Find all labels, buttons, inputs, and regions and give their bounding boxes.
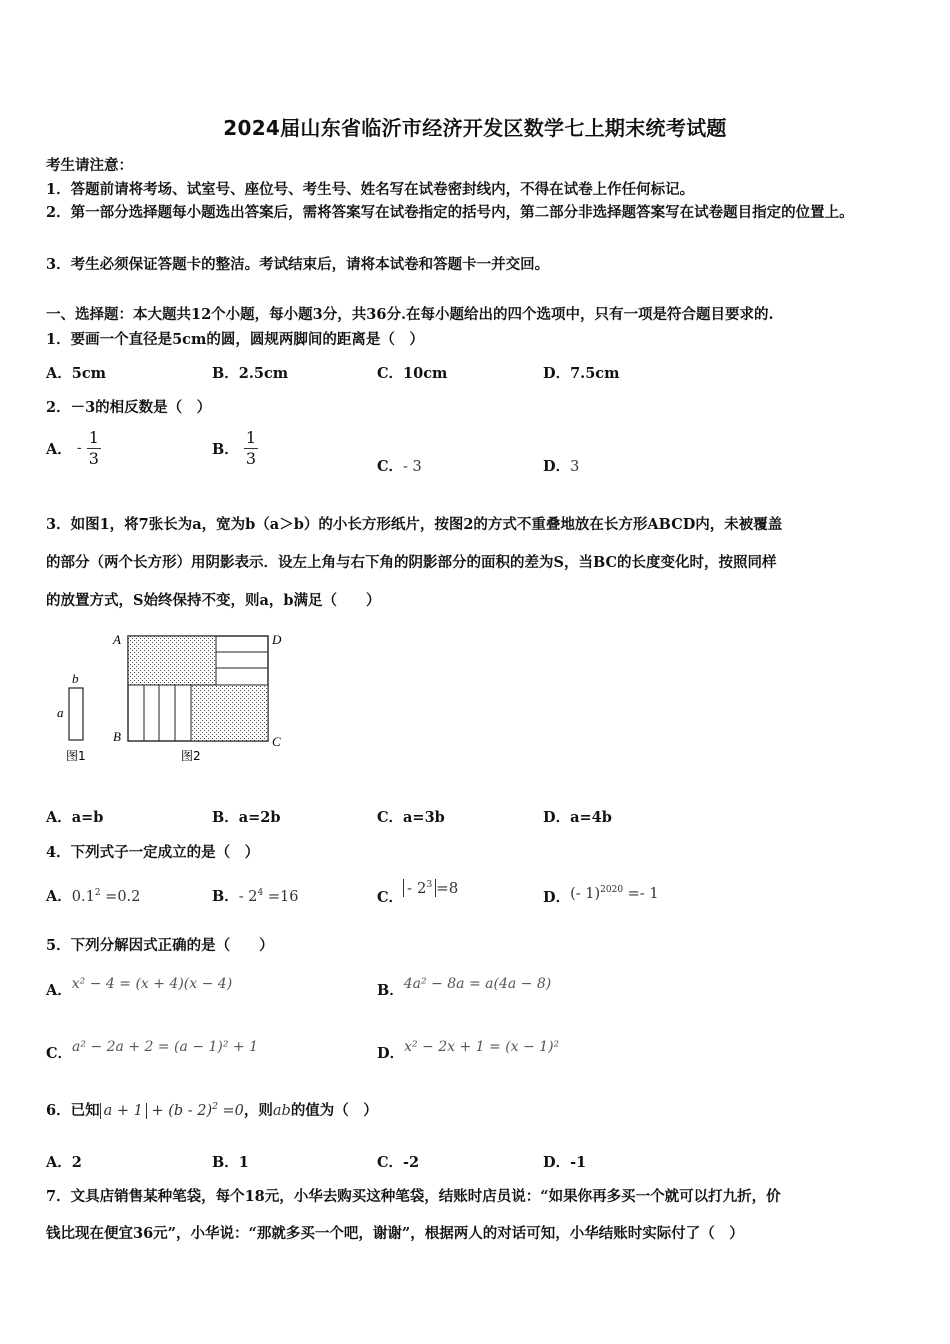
notice-item-1: 1．答题前请将考场、试室号、座位号、考生号、姓名写在试卷密封线内，不得在试卷上作任何标记。 — [46, 181, 695, 198]
notice-heading: 考生请注意： — [46, 157, 133, 174]
q6-option-b: B．1 — [212, 1154, 249, 1171]
q3-stem-line1: 3．如图1，将7张长为a，宽为b（a＞b）的小长方形纸片，按图2的方式不重叠地放在长方形ABCD内，未被覆盖 — [46, 516, 783, 533]
q3-option-b: B．a=2b — [212, 809, 281, 826]
fig2-label-D: D — [272, 632, 282, 647]
q3-figure — [50, 628, 300, 768]
q5-option-b: B．4a² − 8a = a(4a − 8) — [377, 976, 552, 999]
fig2-caption: 图2 — [181, 749, 201, 763]
q2-option-a: A． - $\frac{1}{3}$ — [46, 428, 99, 468]
q6-option-c: C．-2 — [377, 1154, 420, 1171]
q5-option-d: D．x² − 2x + 1 = (x − 1)² — [377, 1039, 560, 1062]
q2-option-b: B． $\frac{1}{3}$ — [212, 428, 257, 468]
q1-option-c: C．10cm — [377, 365, 448, 382]
q3-option-d: D．a=4b — [543, 809, 612, 826]
q4-option-b: B．- $2^4 =16$ — [212, 888, 299, 905]
q6-option-d: D．-1 — [543, 1154, 587, 1171]
q4-option-d: D．(- 1)$^{2020}$ =- 1 — [543, 885, 659, 906]
notice-item-2: 2．第一部分选择题每小题选出答案后，需将答案写在试卷指定的括号内，第二部分非选择题答案写在试卷题目指定的位置上。 — [46, 204, 854, 221]
q3-option-a: A．a=b — [46, 809, 104, 826]
fig2-label-B: B — [113, 729, 121, 744]
q1-option-a: A．5cm — [46, 365, 107, 382]
q5-option-c: C．a² − 2a + 2 = (a − 1)² + 1 — [46, 1039, 259, 1062]
q2-option-d: D．3 — [543, 458, 580, 475]
fig2-label-C: C — [272, 734, 281, 749]
q1-option-b: B．2.5cm — [212, 365, 289, 382]
q3-option-c: C．a=3b — [377, 809, 445, 826]
q4-stem: 4．下列式子一定成立的是（ ） — [46, 844, 260, 861]
q6-stem: 6．已知 a + 1 + (b - 2)$^2$ =0，则ab的值为（ ） — [46, 1102, 378, 1119]
fig1-label-b: b — [72, 671, 79, 686]
fig1-small-rectangle — [69, 688, 83, 740]
section-heading: 一、选择题：本大题共12个小题，每小题3分，共36分.在每小题给出的四个选项中，只有一项是符合题目要求的. — [46, 306, 774, 323]
q1-stem: 1．要画一个直径是5cm的圆，圆规两脚间的距离是（ ） — [46, 331, 424, 348]
q1-option-d: D．7.5cm — [543, 365, 620, 382]
fig1-caption: 图1 — [66, 749, 86, 763]
notice-item-3: 3．考生必须保证答题卡的整洁。考试结束后，请将本试卷和答题卡一并交回。 — [46, 256, 550, 273]
q4-option-c: C．- $2^3 =8$ — [377, 879, 459, 906]
q7-stem-line1: 7．文具店销售某种笔袋，每个18元，小华去购买这种笔袋，结账时店员说：“如果你再多买一个就可以打九折，价 — [46, 1188, 781, 1205]
q2-stem: 2．－3的相反数是（ ） — [46, 399, 212, 416]
q5-option-a: A．x² − 4 = (x + 4)(x − 4) — [46, 976, 233, 999]
fig2-shaded-top-left — [128, 636, 216, 685]
q7-stem-line2: 钱比现在便宜36元”，小华说：“那就多买一个吧，谢谢”，根据两人的对话可知，小华结账时实际付了（ ） — [46, 1225, 744, 1242]
fig2-label-A: A — [113, 632, 121, 647]
q5-stem: 5．下列分解因式正确的是（ ） — [46, 937, 274, 954]
fig1-label-a: a — [57, 705, 64, 720]
q6-option-a: A．2 — [46, 1154, 82, 1171]
q2-option-c: C．- 3 — [377, 458, 422, 475]
q3-stem-line2: 的部分（两个长方形）用阴影表示．设左上角与右下角的阴影部分的面积的差为S，当BC的长度变化时，按照同样 — [46, 554, 777, 571]
q4-option-a: A．$0.1^2 =0.2$ — [46, 888, 141, 905]
fig2-shaded-bottom-right — [191, 685, 268, 741]
page-title: 2024届山东省临沂市经济开发区数学七上期末统考试题 — [223, 116, 727, 140]
q3-stem-line3: 的放置方式，S始终保持不变，则a，b满足（ ） — [46, 592, 381, 609]
